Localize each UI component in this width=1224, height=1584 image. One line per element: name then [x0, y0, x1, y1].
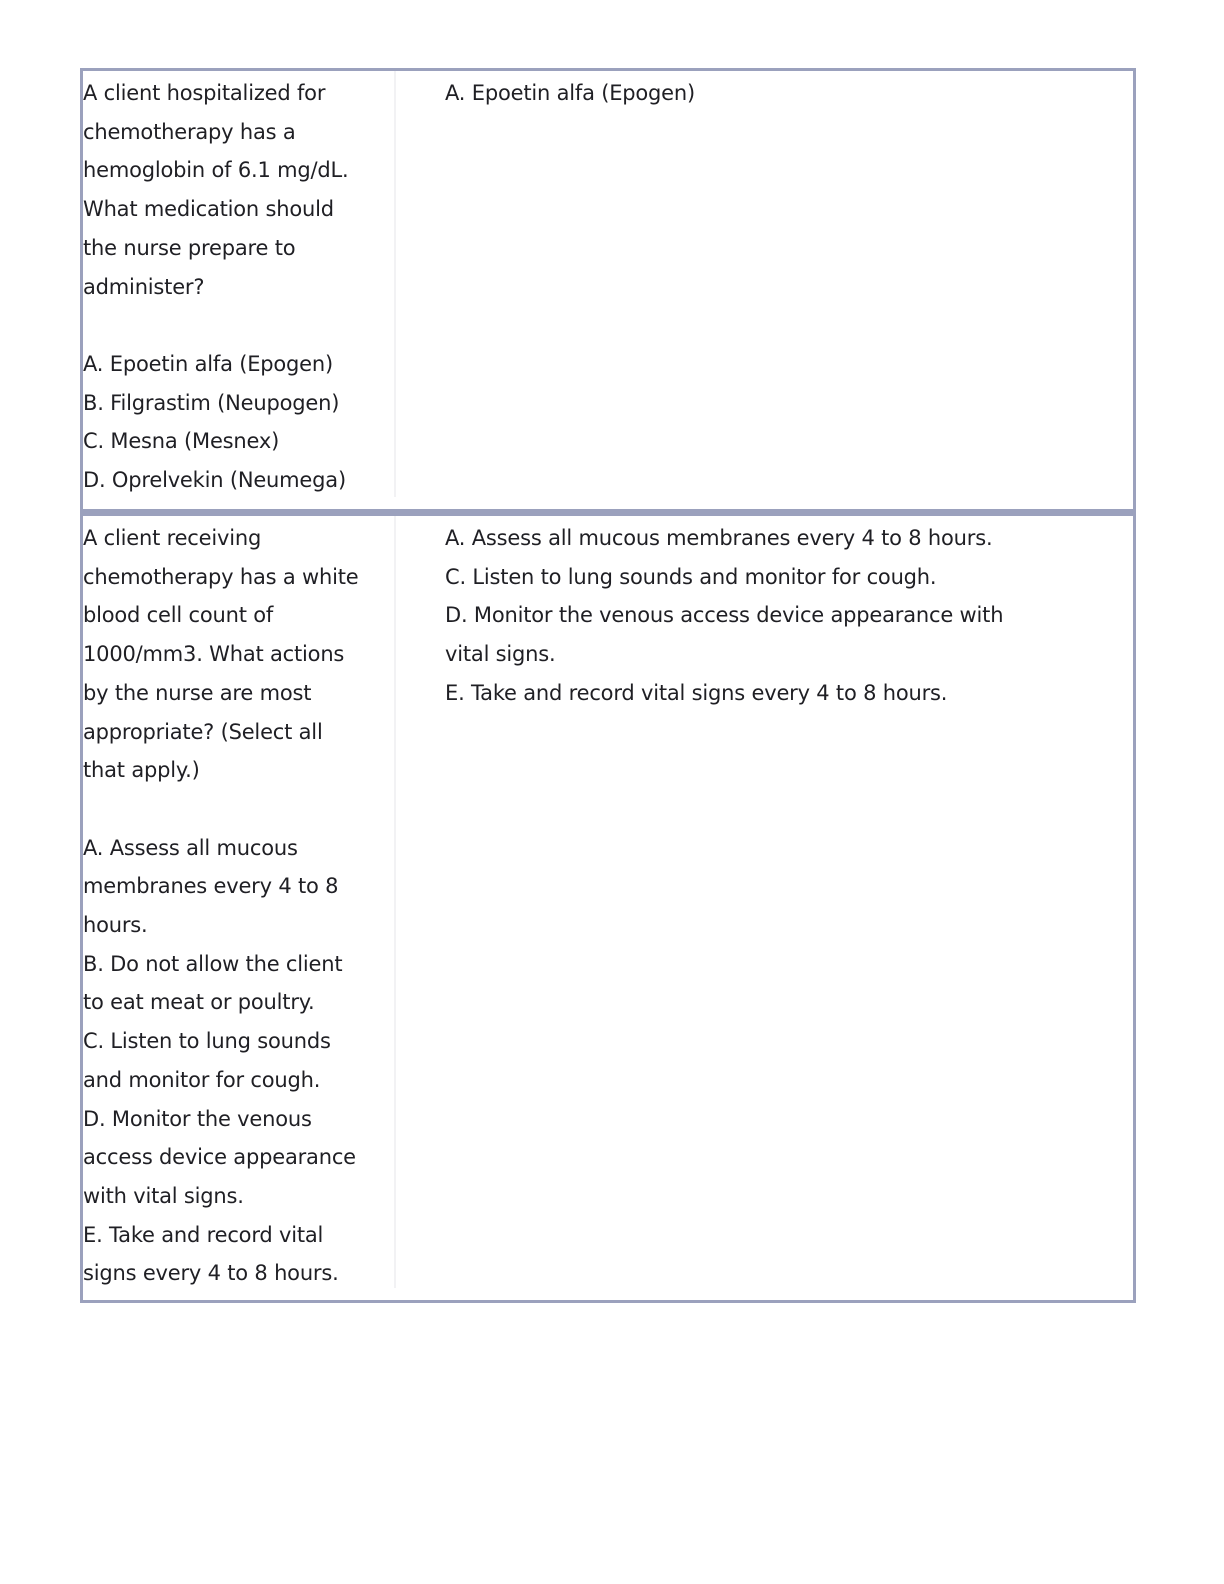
option-line: hours. — [83, 913, 148, 938]
option-line: to eat meat or poultry. — [83, 990, 315, 1015]
answer-line: A. Epoetin alfa (Epogen) — [445, 81, 695, 105]
option-line: A. Epoetin alfa (Epogen) — [83, 351, 333, 376]
question-line: chemotherapy has a — [83, 119, 296, 144]
flashcard-row — [80, 68, 1136, 512]
option-line: E. Take and record vital — [83, 1222, 324, 1247]
option-line: D. Oprelvekin (Neumega) — [83, 468, 346, 493]
question-line: by the nurse are most — [83, 680, 312, 705]
definition-cell — [445, 516, 1065, 713]
question-line: blood cell count of — [83, 603, 274, 628]
flashcard-table — [80, 68, 1136, 1303]
question-line: What medication should — [83, 197, 334, 222]
option-line: B. Filgrastim (Neupogen) — [83, 390, 340, 415]
spacer — [83, 790, 394, 829]
answer-line: vital signs. — [445, 642, 556, 667]
question-line: appropriate? (Select all — [83, 719, 323, 744]
flashcard-row — [80, 512, 1136, 1303]
option-line: C. Listen to lung sounds — [83, 1029, 331, 1054]
question-line: that apply.) — [83, 758, 200, 783]
question-line: chemotherapy has a white — [83, 564, 359, 589]
answer-line: A. Assess all mucous membranes every 4 to 8 hours. — [445, 526, 993, 550]
question-line: administer? — [83, 274, 205, 299]
option-line: and monitor for cough. — [83, 1067, 321, 1092]
option-line: with vital signs. — [83, 1183, 244, 1208]
option-line: membranes every 4 to 8 — [83, 874, 339, 899]
question-line: the nurse prepare to — [83, 235, 296, 260]
answer-line: C. Listen to lung sounds and monitor for cough. — [445, 564, 937, 589]
answer-line: D. Monitor the venous access device appearance with — [445, 603, 1004, 628]
question-line: hemoglobin of 6.1 mg/dL. — [83, 158, 349, 183]
question-line: A client receiving — [83, 526, 262, 550]
answer-line: E. Take and record vital signs every 4 to 8 hours. — [445, 680, 948, 705]
spacer — [83, 306, 394, 345]
option-line: A. Assess all mucous — [83, 835, 298, 860]
option-line: D. Monitor the venous — [83, 1106, 312, 1131]
option-line: C. Mesna (Mesnex) — [83, 429, 280, 454]
term-cell — [83, 516, 396, 1288]
option-line: signs every 4 to 8 hours. — [83, 1261, 339, 1286]
option-line: access device appearance — [83, 1145, 356, 1170]
question-line: 1000/mm3. What actions — [83, 642, 345, 667]
question-line: A client hospitalized for — [83, 81, 326, 105]
term-cell — [83, 71, 396, 497]
definition-cell — [445, 71, 1065, 113]
option-line: B. Do not allow the client — [83, 951, 343, 976]
